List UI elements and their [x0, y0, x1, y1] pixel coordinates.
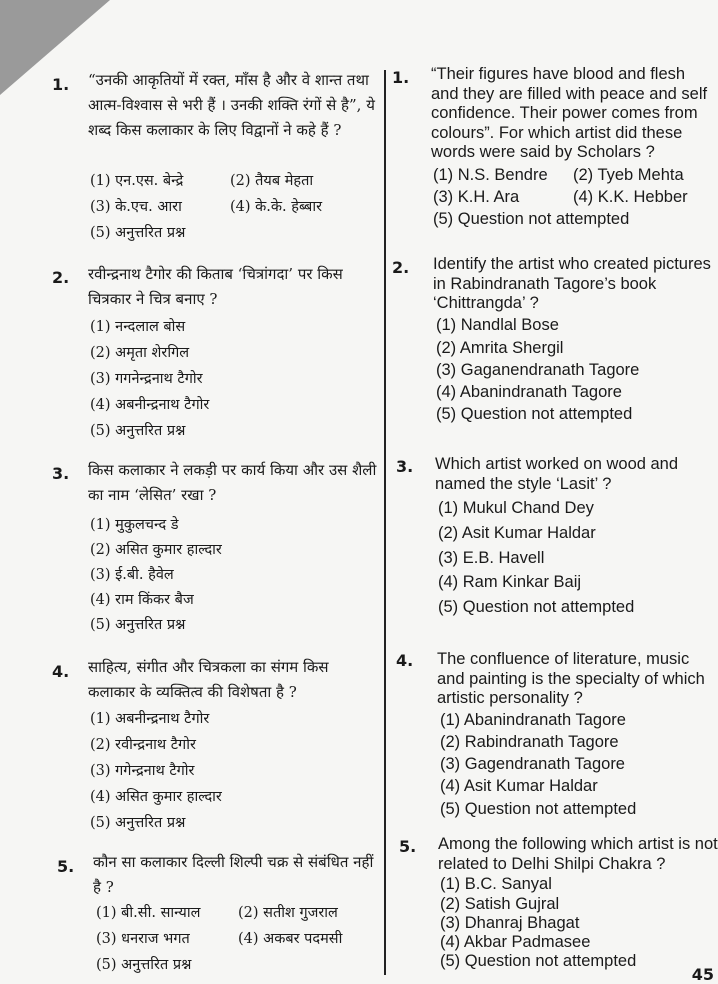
option-5[interactable]: (5) अनुत्तरित प्रश्न: [90, 617, 186, 633]
question-number: 2.: [52, 268, 70, 287]
question-text: रवीन्द्रनाथ टैगोर की किताब ‘चित्रांगदा’ पर किस चित्रकार ने चित्र बनाए ?: [88, 265, 343, 308]
option-4[interactable]: (4) अबनीन्द्रनाथ टैगोर: [90, 397, 210, 413]
question-text: किस कलाकार ने लकड़ी पर कार्य किया और उस शैली का नाम ‘लेसित’ रखा ?: [88, 461, 377, 504]
option-5[interactable]: (5) Question not attempted: [440, 800, 637, 818]
question-number: 5.: [399, 837, 417, 856]
option-3[interactable]: (3) E.B. Havell: [438, 549, 545, 567]
option-1[interactable]: (1) अबनीन्द्रनाथ टैगोर: [90, 711, 210, 727]
option-3[interactable]: (3) के.एच. आरा: [90, 199, 182, 215]
option-4[interactable]: (4) Akbar Padmasee: [440, 933, 591, 951]
option-2[interactable]: (2) रवीन्द्रनाथ टैगोर: [90, 737, 196, 753]
option-1[interactable]: (1) Nandlal Bose: [436, 316, 559, 334]
question-number: 1.: [392, 68, 410, 87]
question-text: Which artist worked on wood and named the style ‘Lasit’ ?: [435, 455, 679, 493]
option-2[interactable]: (2) असित कुमार हाल्दार: [90, 542, 222, 558]
option-1[interactable]: (1) एन.एस. बेन्द्रे: [90, 173, 184, 189]
option-2[interactable]: (2) Asit Kumar Haldar: [438, 524, 596, 542]
option-5[interactable]: (5) Question not attempted: [438, 598, 635, 616]
option-1[interactable]: (1) B.C. Sanyal: [440, 875, 552, 893]
option-4[interactable]: (4) के.के. हेब्बार: [230, 199, 323, 215]
option-4[interactable]: (4) Ram Kinkar Baij: [438, 573, 582, 591]
option-4[interactable]: (4) राम किंकर बैज: [90, 592, 194, 608]
question-text: “उनकी आकृतियों में रक्त, माँस है और वे शान्त तथा आत्म-विश्वास से भरी हैं । उनकी शक्ति रंगों से है”, ये शब्द किस कलाकार के लिए विद्वानों ने कहे हैं ?: [88, 71, 375, 139]
option-4[interactable]: (4) Abanindranath Tagore: [436, 383, 622, 401]
option-3[interactable]: (3) धनराज भगत: [96, 931, 190, 947]
option-3[interactable]: (3) गगनेन्द्रनाथ टैगोर: [90, 371, 203, 387]
option-1[interactable]: (1) मुकुलचन्द डे: [90, 517, 179, 533]
option-3[interactable]: (3) Dhanraj Bhagat: [440, 914, 580, 932]
option-5[interactable]: (5) Question not attempted: [440, 952, 637, 970]
option-5[interactable]: (5) अनुत्तरित प्रश्न: [90, 423, 186, 439]
option-1[interactable]: (1) Mukul Chand Dey: [438, 499, 594, 517]
option-5[interactable]: (5) अनुत्तरित प्रश्न: [90, 225, 186, 241]
option-2[interactable]: (2) Satish Gujral: [440, 895, 560, 913]
column-divider: [384, 70, 386, 975]
option-5[interactable]: (5) अनुत्तरित प्रश्न: [96, 957, 192, 973]
option-5[interactable]: (5) Question not attempted: [436, 405, 633, 423]
option-4[interactable]: (4) Asit Kumar Haldar: [440, 777, 598, 795]
option-2[interactable]: (2) सतीश गुजराल: [238, 905, 338, 921]
page-number: 45: [691, 965, 714, 984]
option-2[interactable]: (2) तैयब मेहता: [230, 173, 314, 189]
question-number: 4.: [396, 651, 414, 670]
question-number: 2.: [392, 258, 410, 277]
question-number: 3.: [396, 457, 414, 476]
question-number: 1.: [52, 75, 70, 94]
option-4[interactable]: (4) K.K. Hebber: [573, 188, 688, 206]
option-3[interactable]: (3) ई.बी. हैवेल: [90, 567, 174, 583]
option-3[interactable]: (3) Gagendranath Tagore: [440, 755, 625, 773]
question-number: 4.: [52, 662, 70, 681]
question-text: साहित्य, संगीत और चित्रकला का संगम किस कलाकार के व्यक्तित्व की विशेषता है ?: [88, 658, 329, 701]
question-number: 5.: [57, 857, 75, 876]
option-2[interactable]: (2) Amrita Shergil: [436, 339, 564, 357]
question-number: 3.: [52, 464, 70, 483]
option-1[interactable]: (1) नन्दलाल बोस: [90, 319, 186, 335]
question-text: Among the following which artist is not related to Delhi Shilpi Chakra ?: [438, 835, 718, 873]
question-text: कौन सा कलाकार दिल्ली शिल्पी चक्र से संबंधित नहीं है ?: [93, 853, 374, 896]
option-1[interactable]: (1) बी.सी. सान्याल: [96, 905, 201, 921]
question-text: Identify the artist who created pictures in Rabindranath Tagore’s book ‘Chittrangda’ ?: [433, 255, 711, 312]
option-3[interactable]: (3) गगेन्द्रनाथ टैगोर: [90, 763, 195, 779]
option-3[interactable]: (3) Gaganendranath Tagore: [436, 361, 640, 379]
option-5[interactable]: (5) Question not attempted: [433, 210, 630, 228]
option-2[interactable]: (2) Tyeb Mehta: [573, 166, 684, 184]
question-text: “Their figures have blood and flesh and they are filled with peace and self confidence. Their power comes from colours”. For which artist did these words were said by Scholars ?: [431, 65, 708, 161]
option-1[interactable]: (1) Abanindranath Tagore: [440, 711, 626, 729]
option-3[interactable]: (3) K.H. Ara: [433, 188, 520, 206]
option-4[interactable]: (4) असित कुमार हाल्दार: [90, 789, 222, 805]
question-text: The confluence of literature, music and painting is the specialty of which artistic personality ?: [437, 650, 705, 707]
option-1[interactable]: (1) N.S. Bendre: [433, 166, 548, 184]
option-2[interactable]: (2) अमृता शेरगिल: [90, 345, 190, 361]
option-4[interactable]: (4) अकबर पदमसी: [238, 931, 343, 947]
option-2[interactable]: (2) Rabindranath Tagore: [440, 733, 619, 751]
option-5[interactable]: (5) अनुत्तरित प्रश्न: [90, 815, 186, 831]
